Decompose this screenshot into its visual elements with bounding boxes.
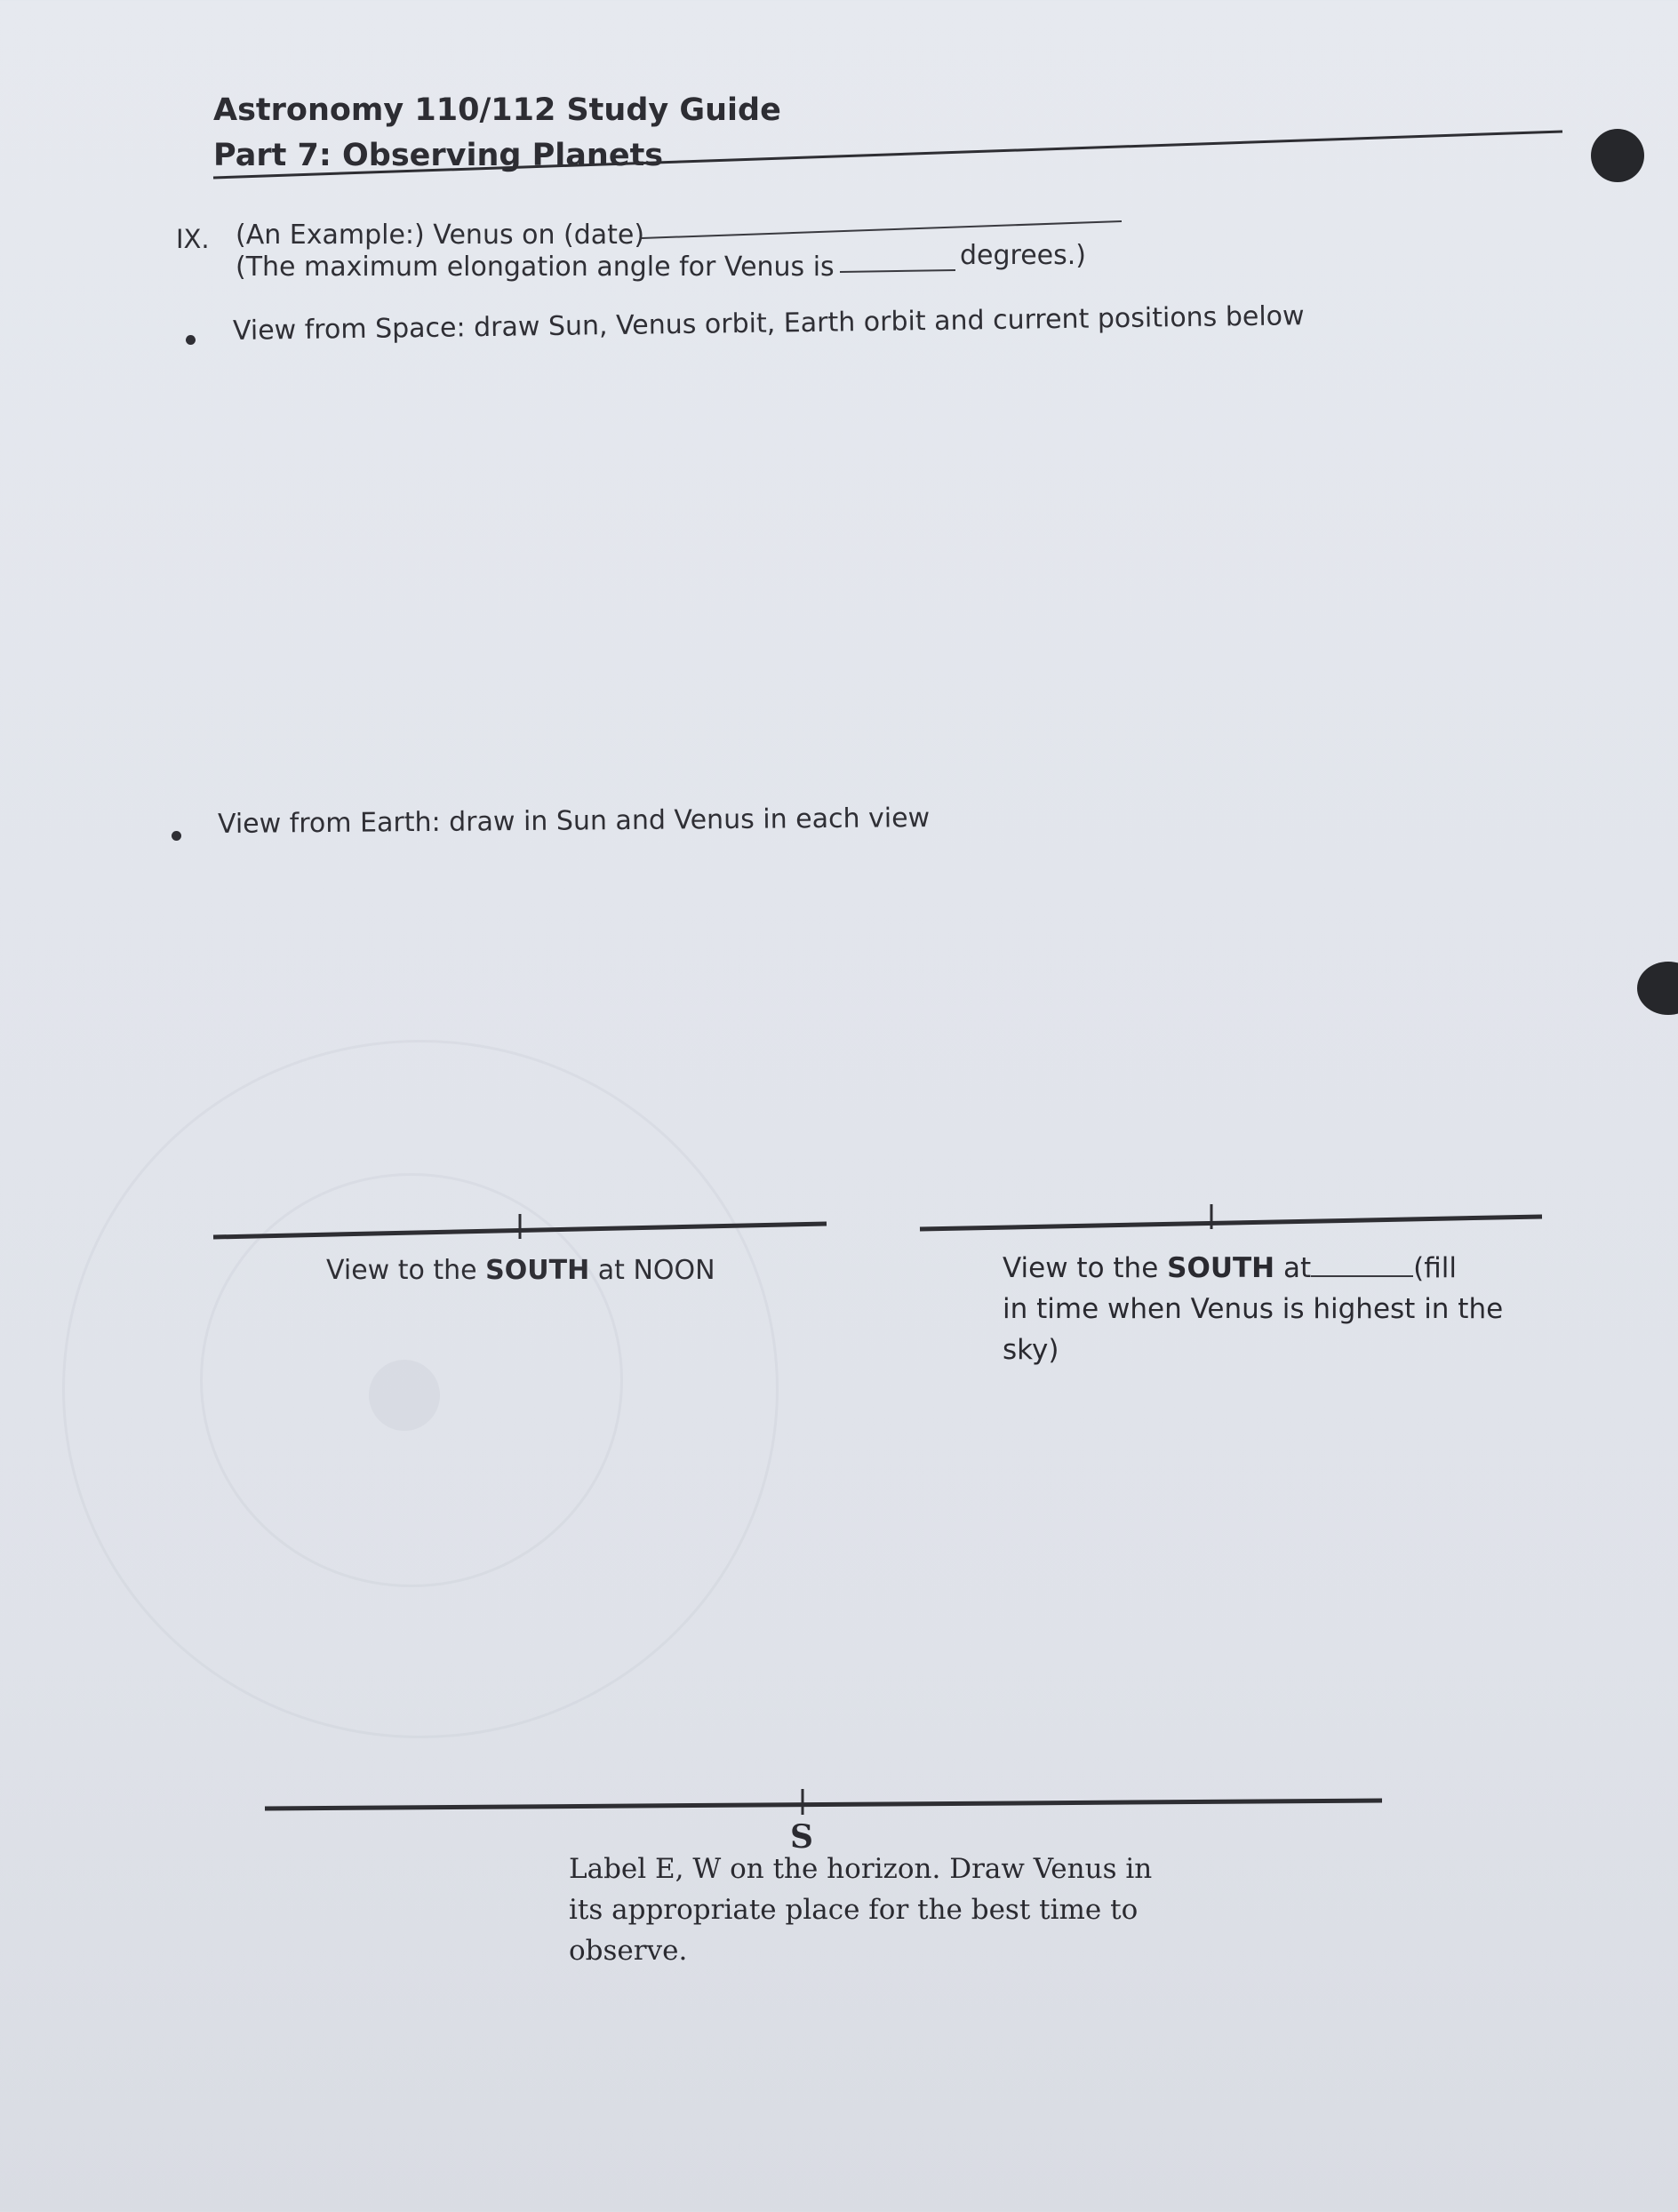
bottom-caption-line2: its appropriate place for the best time to [569, 1894, 1139, 1926]
elongation-prefix: (The maximum elongation angle for Venus is [236, 252, 835, 283]
earth-view-instruction: View from Earth: draw in Sun and Venus in each view [217, 803, 931, 840]
left-horizon-caption: View to the SOUTH at NOON [326, 1255, 715, 1286]
space-view-instruction: View from Space: draw Sun, Venus orbit, Earth orbit and current positions below [232, 300, 1305, 347]
example-prefix: (An Example:) Venus on (date) [236, 220, 645, 251]
south-marker: S [790, 1818, 813, 1856]
bottom-caption-line1: Label E, W on the horizon. Draw Venus in [569, 1853, 1153, 1885]
bottom-horizon-line [265, 1801, 1382, 1809]
time-blank[interactable] [1311, 1274, 1413, 1277]
page-title: Astronomy 110/112 Study Guide [213, 92, 781, 128]
elongation-suffix: degrees.) [960, 240, 1087, 271]
right-horizon-line [920, 1217, 1542, 1229]
right-caption-line1: View to the SOUTH at (fill [1003, 1252, 1457, 1284]
page-subtitle: Part 7: Observing Planets [213, 138, 664, 173]
right-caption-line2: in time when Venus is highest in the [1003, 1293, 1504, 1325]
section-numeral: IX. [176, 224, 210, 254]
right-horizon-caption [1003, 1248, 1554, 1370]
bottom-caption-line3: observe. [569, 1935, 688, 1967]
right-caption-line3: sky) [1003, 1334, 1059, 1366]
bottom-horizon-caption [569, 1849, 1244, 1971]
